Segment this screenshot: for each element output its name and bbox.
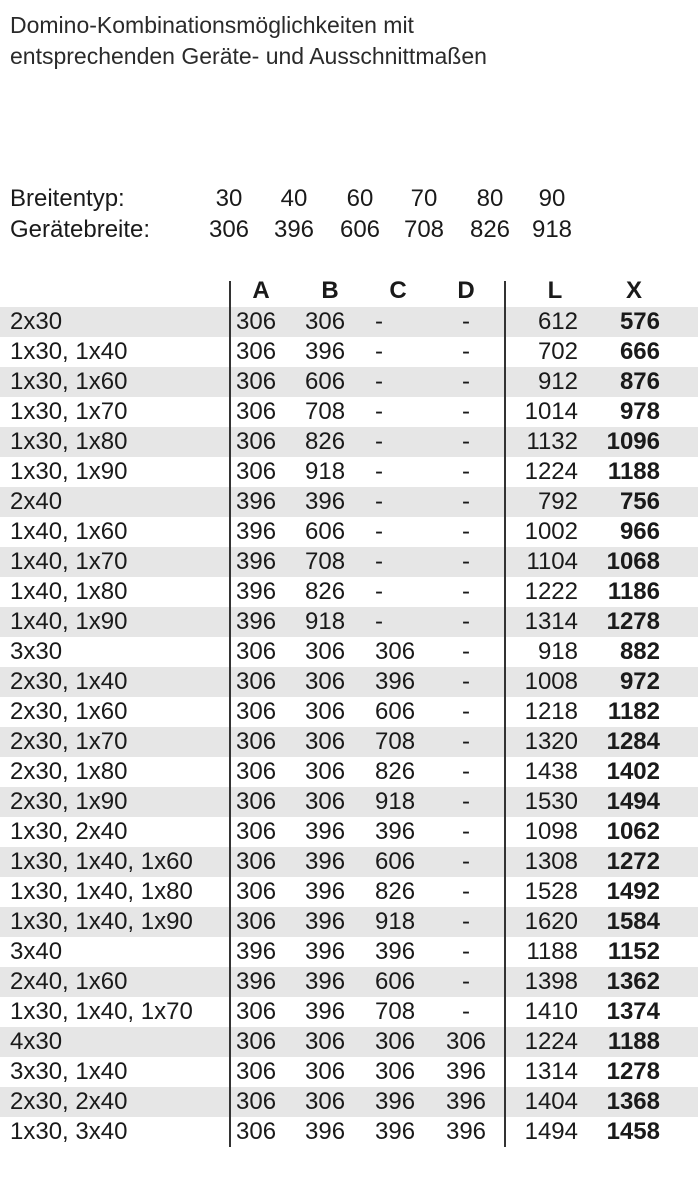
- table-row: [0, 697, 698, 727]
- cell-b: 396: [305, 1118, 346, 1145]
- cell-l: 1314: [524, 1058, 578, 1085]
- cell-x: 1096: [606, 428, 660, 455]
- cell-c: 606: [375, 968, 416, 995]
- table-row: [0, 967, 698, 997]
- table-row: [0, 577, 698, 607]
- row-label: 3x40: [10, 938, 63, 965]
- row-label: 2x40, 1x60: [10, 968, 128, 995]
- cell-a: 396: [236, 548, 277, 575]
- cell-d: -: [462, 338, 470, 365]
- cell-d: -: [462, 458, 470, 485]
- cell-x: 1494: [606, 788, 660, 815]
- cell-a: 306: [236, 338, 277, 365]
- cell-c: -: [375, 488, 383, 515]
- cell-c: 396: [375, 1118, 416, 1145]
- cell-d: -: [462, 788, 470, 815]
- cell-b: 306: [305, 698, 346, 725]
- cell-d: -: [462, 848, 470, 875]
- cell-x: 1458: [606, 1118, 660, 1145]
- cell-b: 918: [305, 458, 346, 485]
- table-row: [0, 1087, 698, 1117]
- width-type-value: 80: [476, 185, 504, 212]
- cell-b: 306: [305, 1028, 346, 1055]
- device-width-value: 396: [273, 216, 315, 243]
- cell-c: 708: [375, 998, 416, 1025]
- cell-d: -: [462, 398, 470, 425]
- table-row: [0, 487, 698, 517]
- cell-c: -: [375, 338, 383, 365]
- cell-l: 1218: [524, 698, 578, 725]
- cell-a: 306: [236, 638, 277, 665]
- cell-l: 1438: [524, 758, 578, 785]
- cell-c: 606: [375, 848, 416, 875]
- cell-x: 876: [619, 368, 660, 395]
- cell-d: -: [462, 818, 470, 845]
- cell-b: 918: [305, 608, 346, 635]
- cell-d: 396: [445, 1058, 487, 1085]
- cell-b: 606: [305, 518, 346, 545]
- cell-b: 396: [305, 968, 346, 995]
- device-width-value: 606: [339, 216, 381, 243]
- table-row: [0, 877, 698, 907]
- cell-c: 826: [375, 758, 416, 785]
- cell-b: 306: [305, 638, 346, 665]
- cell-l: 1002: [524, 518, 578, 545]
- cell-l: 1188: [526, 938, 578, 965]
- cell-c: 396: [375, 938, 416, 965]
- width-type-value: 30: [215, 185, 243, 212]
- cell-a: 396: [236, 608, 277, 635]
- cell-a: 306: [236, 818, 277, 845]
- row-label: 1x40, 1x90: [10, 608, 128, 635]
- table-header: [0, 275, 698, 307]
- cell-a: 396: [236, 518, 277, 545]
- cell-b: 306: [305, 728, 346, 755]
- cell-x: 1368: [606, 1088, 660, 1115]
- table-row: [0, 937, 698, 967]
- cell-x: 966: [619, 518, 660, 545]
- column-header-x: X: [625, 277, 642, 304]
- row-label: 2x30, 1x60: [10, 698, 128, 725]
- cell-l: 1098: [524, 818, 578, 845]
- device-width-value: 826: [469, 216, 511, 243]
- cell-l: 918: [537, 638, 578, 665]
- cell-l: 1530: [524, 788, 578, 815]
- cell-l: 1620: [524, 908, 578, 935]
- cell-l: 912: [537, 368, 578, 395]
- table-row: [0, 637, 698, 667]
- column-header-a: A: [252, 277, 270, 304]
- cell-c: -: [375, 608, 383, 635]
- table-row: [0, 817, 698, 847]
- cell-b: 396: [305, 338, 346, 365]
- cell-c: -: [375, 398, 383, 425]
- combination-table: [0, 275, 698, 1147]
- cell-a: 306: [236, 398, 277, 425]
- cell-x: 666: [619, 338, 660, 365]
- row-label: 2x30: [10, 308, 63, 335]
- table-row: [0, 367, 698, 397]
- cell-d: -: [462, 578, 470, 605]
- table-row: [0, 1027, 698, 1057]
- cell-x: 1284: [606, 728, 660, 755]
- cell-b: 396: [305, 998, 346, 1025]
- row-label: 2x30, 1x80: [10, 758, 128, 785]
- cell-l: 1008: [524, 668, 578, 695]
- cell-c: -: [375, 368, 383, 395]
- cell-b: 306: [305, 668, 346, 695]
- cell-l: 1104: [526, 548, 578, 575]
- cell-b: 396: [305, 848, 346, 875]
- cell-a: 306: [236, 998, 277, 1025]
- cell-c: 918: [375, 788, 416, 815]
- cell-x: 1402: [606, 758, 660, 785]
- cell-x: 1152: [607, 938, 660, 965]
- cell-a: 306: [236, 368, 277, 395]
- cell-a: 306: [236, 1058, 277, 1085]
- cell-d: -: [462, 758, 470, 785]
- table-row: [0, 547, 698, 577]
- cell-a: 396: [236, 968, 277, 995]
- table-row: [0, 667, 698, 697]
- cell-c: -: [375, 308, 383, 335]
- cell-x: 1188: [607, 1028, 660, 1055]
- width-type-label: Breitentyp:: [10, 185, 125, 212]
- cell-x: 1188: [607, 458, 660, 485]
- cell-x: 756: [619, 488, 660, 515]
- cell-a: 306: [236, 758, 277, 785]
- cell-l: 1014: [524, 398, 578, 425]
- width-type-value: 60: [346, 185, 374, 212]
- cell-x: 1186: [607, 578, 660, 605]
- cell-l: 1224: [524, 1028, 578, 1055]
- cell-c: 918: [375, 908, 416, 935]
- device-width-value: 306: [208, 216, 250, 243]
- cell-d: -: [462, 908, 470, 935]
- table-row: [0, 727, 698, 757]
- row-label: 2x30, 1x40: [10, 668, 128, 695]
- cell-c: 306: [375, 1028, 416, 1055]
- cell-l: 1404: [524, 1088, 578, 1115]
- cell-a: 306: [236, 458, 277, 485]
- cell-a: 306: [236, 1028, 277, 1055]
- cell-c: 826: [375, 878, 416, 905]
- cell-x: 1062: [606, 818, 660, 845]
- cell-b: 396: [305, 908, 346, 935]
- table-row: [0, 307, 698, 337]
- cell-l: 1528: [524, 878, 578, 905]
- device-width-label: Gerätebreite:: [10, 216, 151, 243]
- cell-c: -: [375, 548, 383, 575]
- cell-c: 606: [375, 698, 416, 725]
- cell-b: 396: [305, 878, 346, 905]
- cell-b: 306: [305, 1088, 346, 1115]
- row-label: 2x30, 2x40: [10, 1088, 128, 1115]
- cell-a: 306: [236, 668, 277, 695]
- cell-b: 306: [305, 1058, 346, 1085]
- cell-c: -: [375, 578, 383, 605]
- cell-a: 306: [236, 428, 277, 455]
- cell-l: 1222: [524, 578, 578, 605]
- row-label: 2x30, 1x70: [10, 728, 128, 755]
- cell-l: 1320: [524, 728, 578, 755]
- cell-d: -: [462, 878, 470, 905]
- column-divider-left: [229, 281, 231, 1147]
- row-label: 1x30, 1x40, 1x90: [10, 908, 193, 935]
- column-header-c: C: [389, 277, 407, 304]
- title-line-1: Domino-Kombinationsmöglichkeiten mit: [10, 12, 414, 38]
- table-row: [0, 457, 698, 487]
- cell-x: 1278: [606, 1058, 660, 1085]
- cell-a: 306: [236, 728, 277, 755]
- cell-l: 1398: [524, 968, 578, 995]
- cell-d: -: [462, 938, 470, 965]
- row-label: 1x30, 1x40, 1x80: [10, 878, 193, 905]
- cell-d: -: [462, 548, 470, 575]
- cell-b: 708: [305, 548, 346, 575]
- cell-b: 826: [305, 428, 346, 455]
- cell-l: 1314: [524, 608, 578, 635]
- row-label: 2x40: [10, 488, 63, 515]
- cell-c: 396: [375, 668, 416, 695]
- row-label: 3x30: [10, 638, 63, 665]
- table-row: [0, 397, 698, 427]
- cell-b: 396: [305, 818, 346, 845]
- table-row: [0, 787, 698, 817]
- cell-d: -: [462, 308, 470, 335]
- table-row: [0, 997, 698, 1027]
- table-row: [0, 607, 698, 637]
- row-label: 1x40, 1x70: [10, 548, 128, 575]
- cell-a: 306: [236, 878, 277, 905]
- cell-x: 882: [619, 638, 660, 665]
- cell-d: -: [462, 998, 470, 1025]
- table-row: [0, 907, 698, 937]
- column-header-d: D: [457, 277, 475, 304]
- cell-d: 396: [445, 1118, 487, 1145]
- row-label: 1x30, 1x80: [10, 428, 128, 455]
- cell-d: -: [462, 488, 470, 515]
- device-width-value: 708: [403, 216, 445, 243]
- table-row: [0, 337, 698, 367]
- cell-x: 576: [619, 308, 660, 335]
- cell-b: 306: [305, 308, 346, 335]
- cell-x: 978: [619, 398, 660, 425]
- cell-a: 306: [236, 1088, 277, 1115]
- column-divider-right: [504, 281, 506, 1147]
- cell-l: 1410: [524, 998, 578, 1025]
- cell-x: 1362: [606, 968, 660, 995]
- cell-l: 1224: [524, 458, 578, 485]
- row-label: 3x30, 1x40: [10, 1058, 128, 1085]
- row-label: 1x30, 1x70: [10, 398, 128, 425]
- row-label: 1x30, 3x40: [10, 1118, 128, 1145]
- column-header-b: B: [321, 277, 339, 304]
- row-label: 1x30, 1x40, 1x60: [10, 848, 193, 875]
- cell-d: -: [462, 668, 470, 695]
- cell-b: 396: [305, 938, 346, 965]
- width-type-value: 90: [538, 185, 566, 212]
- device-width-value: 918: [531, 216, 573, 243]
- cell-c: 306: [375, 638, 416, 665]
- cell-x: 1278: [606, 608, 660, 635]
- cell-d: -: [462, 728, 470, 755]
- cell-x: 972: [619, 668, 660, 695]
- cell-c: 396: [375, 818, 416, 845]
- cell-c: -: [375, 428, 383, 455]
- cell-a: 396: [236, 938, 277, 965]
- width-type-value: 70: [410, 185, 438, 212]
- cell-d: -: [462, 368, 470, 395]
- cell-c: 708: [375, 728, 416, 755]
- cell-l: 1494: [524, 1118, 578, 1145]
- cell-x: 1068: [606, 548, 660, 575]
- cell-x: 1272: [606, 848, 660, 875]
- table-row: [0, 1057, 698, 1087]
- row-label: 1x40, 1x60: [10, 518, 128, 545]
- row-label: 1x30, 2x40: [10, 818, 128, 845]
- cell-l: 612: [537, 308, 578, 335]
- cell-a: 306: [236, 1118, 277, 1145]
- cell-b: 826: [305, 578, 346, 605]
- cell-l: 702: [537, 338, 578, 365]
- cell-d: 306: [445, 1028, 487, 1055]
- table-row: [0, 517, 698, 547]
- cell-a: 396: [236, 488, 277, 515]
- cell-x: 1182: [607, 698, 660, 725]
- width-type-value: 40: [280, 185, 308, 212]
- cell-c: 396: [375, 1088, 416, 1115]
- row-label: 1x30, 1x60: [10, 368, 128, 395]
- row-label: 1x30, 1x40: [10, 338, 128, 365]
- row-label: 4x30: [10, 1028, 63, 1055]
- row-label: 1x30, 1x90: [10, 458, 128, 485]
- cell-a: 306: [236, 848, 277, 875]
- cell-d: -: [462, 638, 470, 665]
- cell-d: -: [462, 608, 470, 635]
- column-header-l: L: [547, 277, 563, 304]
- cell-b: 606: [305, 368, 346, 395]
- table-body: [0, 307, 698, 1147]
- cell-l: 1308: [524, 848, 578, 875]
- cell-b: 306: [305, 788, 346, 815]
- cell-x: 1492: [606, 878, 660, 905]
- cell-c: 306: [375, 1058, 416, 1085]
- page-title: [10, 10, 487, 72]
- table-row: [0, 847, 698, 877]
- cell-c: -: [375, 518, 383, 545]
- table-row: [0, 1117, 698, 1147]
- cell-b: 708: [305, 398, 346, 425]
- cell-d: -: [462, 518, 470, 545]
- cell-b: 396: [305, 488, 346, 515]
- cell-x: 1374: [606, 998, 660, 1025]
- cell-x: 1584: [606, 908, 660, 935]
- table-row: [0, 757, 698, 787]
- cell-d: -: [462, 968, 470, 995]
- cell-d: -: [462, 428, 470, 455]
- cell-l: 1132: [526, 428, 578, 455]
- row-label: 1x40, 1x80: [10, 578, 128, 605]
- cell-a: 396: [236, 578, 277, 605]
- cell-a: 306: [236, 908, 277, 935]
- cell-d: -: [462, 698, 470, 725]
- row-label: 2x30, 1x90: [10, 788, 128, 815]
- cell-a: 306: [236, 308, 277, 335]
- table-row: [0, 427, 698, 457]
- cell-d: 396: [445, 1088, 487, 1115]
- title-line-2: entsprechenden Geräte- und Ausschnittmaßen: [10, 43, 487, 69]
- cell-c: -: [375, 458, 383, 485]
- cell-l: 792: [537, 488, 578, 515]
- cell-a: 306: [236, 698, 277, 725]
- cell-b: 306: [305, 758, 346, 785]
- row-label: 1x30, 1x40, 1x70: [10, 998, 193, 1025]
- cell-a: 306: [236, 788, 277, 815]
